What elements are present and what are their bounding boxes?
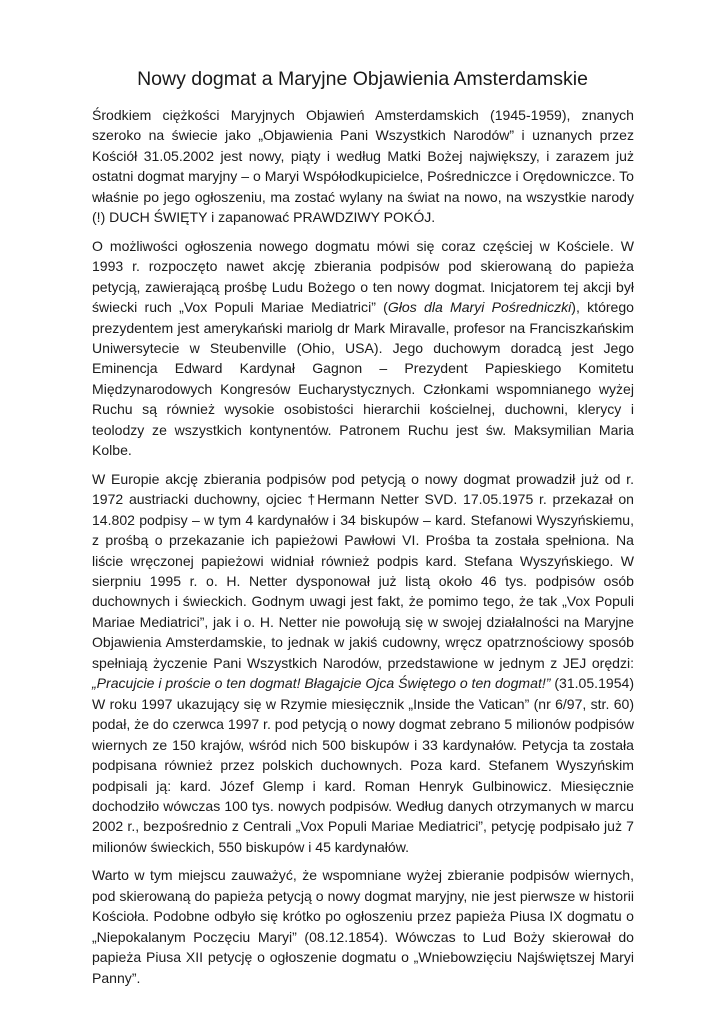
text-run: Warto w tym miejscu zauważyć, że wspomniane wyżej zbieranie podpisów wiernych, pod skierowaną do papieża petycją o nowy dogmat maryjny, nie jest pierwsze w historii Kościoła. Podobne odbyło się krótko po ogłoszeniu przez papieża Piusa IX dogmatu o „Niepokalanym Poczęciu Maryi” (08.12.1854). Wówczas to Lud Boży skierował do papieża Piusa XII petycję o ogłoszenie dogmatu o „Wniebowzięciu Najświętszej Maryi Panny”. [92, 867, 634, 986]
document-body [92, 105, 634, 996]
paragraph-4 [92, 865, 634, 988]
paragraph-1 [92, 105, 634, 228]
paragraph-3 [92, 469, 634, 858]
italic-text-run: Głos dla Maryi Pośredniczki [387, 299, 572, 316]
text-run: W Europie akcję zbierania podpisów pod petycją o nowy dogmat prowadził już od r. 1972 austriacki duchowny, ojciec †Hermann Netter SVD. 17.05.1975 r. przekazał on 14.802 podpisy – w tym 4 kardynałów i 34 biskupów – kard. Stefanowi Wyszyńskiemu, z prośbą o przekazanie ich papieżowi Pawłowi VI. Prośba ta została spełniona. Na liście wręczonej papieżowi widniał również podpis kard. Stefana Wyszyńskiego. W sierpniu 1995 r. o. H. Netter dysponował już listą około 46 tys. podpisów osób duchownych i świeckich. Godnym uwagi jest fakt, że pomimo tego, że tak „Vox Populi Mariae Mediatrici”, jak i o. H. Netter nie powołują się w swojej działalności na Maryjne Objawienia Amsterdamskie, to jednak w jakiś cudowny, wręcz opatrznościowy sposób spełniają życzenie Pani Wszystkich Narodów, przedstawione w jednym z JEJ orędzi: [92, 470, 634, 671]
page-title: Nowy dogmat a Maryjne Objawienia Amsterdamskie [137, 68, 588, 90]
paragraph-2 [92, 236, 634, 461]
text-run: ), którego prezydentem jest amerykański mariolg dr Mark Miravalle, profesor na Franciszkańskim Uniwersytecie w Steubenville (Ohio, USA). Jego duchowym doradcą jest Jego Eminencja Edward Kardynał Gagnon – Prezydent Papieskiego Komitetu Międzynarodowych Kongresów Eucharystycznych. Członkami wspomnianego wyżej Ruchu są również wysokie osobistości hierarchii kościelnej, duchowni, klerycy i teolodzy ze wszystkich kontynentów. Patronem Ruchu jest św. Maksymilian Maria Kolbe. [92, 299, 634, 459]
text-run: O możliwości ogłoszenia nowego dogmatu mówi się coraz częściej w Kościele. W 1993 r. rozpoczęto nawet akcję zbierania podpisów pod skierowaną do papieża petycją, zawierającą prośbę Ludu Bożego o ten nowy dogmat. Inicjatorem tej akcji był świecki ruch „Vox Populi Mariae Mediatrici” ( [92, 237, 634, 316]
text-run: Środkiem ciężkości Maryjnych Objawień Amsterdamskich (1945-1959), znanych szeroko na świecie jako „Objawienia Pani Wszystkich Narodów” i uznanych przez Kościół 31.05.2002 jest nowy, piąty i według Matki Bożej największy, i zarazem już ostatni dogmat maryjny – o Maryi Współodkupicielce, Pośredniczce i Orędowniczce. To właśnie po jego ogłoszeniu, ma zostać wylany na świat na nowo, na wszystkie narody (!) DUCH ŚWIĘTY i zapanować PRAWDZIWY POKÓJ. [92, 107, 634, 226]
text-run: (31.05.1954) W roku 1997 ukazujący się w Rzymie miesięcznik „Inside the Vatican” (nr 6/97, str. 60) podał, że do czerwca 1997 r. pod petycją o nowy dogmat zebrano 5 milionów podpisów wiernych ze 150 krajów, wśród nich 500 biskupów i 33 kardynałów. Petycja ta została podpisana również przez polskich duchownych. Poza kard. Stefanem Wyszyńskim podpisali ją: kard. Józef Glemp i kard. Roman Henryk Gulbinowicz. Miesięcznie dochodziło wówczas 100 tys. nowych podpisów. Według danych otrzymanych w marcu 2002 r., bezpośrednio z Centrali „Vox Populi Mariae Mediatrici”, petycję podpisało już 7 milionów świeckich, 550 biskupów i 45 kardynałów. [92, 675, 634, 855]
italic-text-run: „Pracujcie i proście o ten dogmat! Błagajcie Ojca Świętego o ten dogmat!” [92, 675, 551, 692]
